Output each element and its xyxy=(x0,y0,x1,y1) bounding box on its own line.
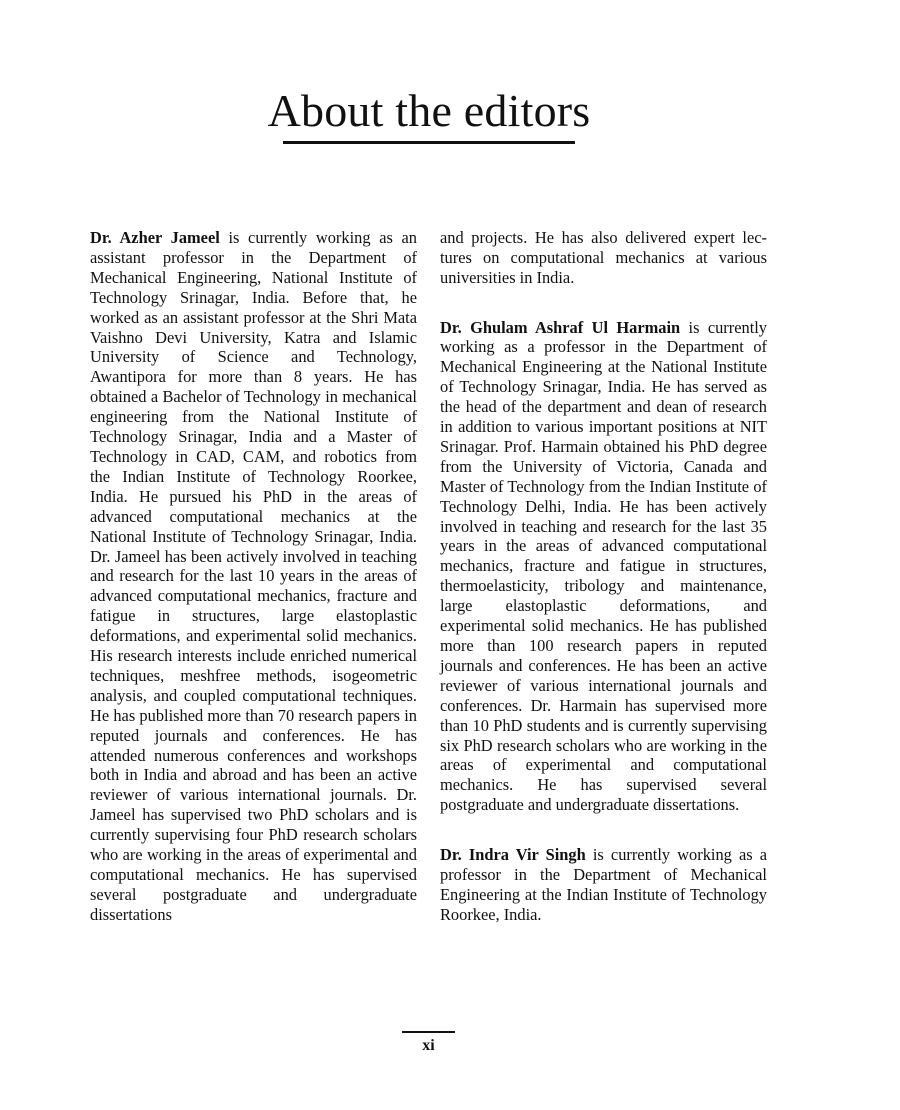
editor-bio-text: is currently working as a professor in the Department of Mechanical Engineering at the Indian Institute of Technology Roorkee, India. xyxy=(440,844,768,924)
editor-bio-harmain xyxy=(440,318,767,816)
right-column xyxy=(440,228,767,925)
editor-bio-text: is currently working as a professor in the Department of Mechanical Engineering at the National Institute of Technology Srinagar, India. He has served as the head of the department and dean of research in addition to various important positions at NIT Srinagar. Prof. Harmain obtained his PhD degree from the University of Victoria, Canada and Master of Technology from the Indian Institute of Technology Delhi, India. He has been actively involved in teaching and research for the last 35 years in the areas of advanced computational mechanics, fracture and fatigue in structures, thermoelasticity, tribology and maintenance, large elastoplastic deformations, and experimental solid mechanics. He has published more than 100 research papers in reputed journals and conferences. He has been an active reviewer of various international journals and conferences. Dr. Harmain has supervised more than 10 PhD students and is currently supervising six PhD research scholars who are working in the areas of experimental and computational mechanics. He has supervised several postgraduate and undergraduate dissertations. xyxy=(440,317,767,815)
page-number-rule xyxy=(402,1031,455,1033)
page-number: xi xyxy=(422,1037,435,1054)
left-column xyxy=(90,228,417,925)
editor-bio-jameel xyxy=(90,228,417,925)
editor-bio-jameel-continued: and projects. He has also delivered expert lectures on computational mechanics at various universities in India. xyxy=(440,228,767,287)
page-title: About the editors xyxy=(267,85,591,136)
editor-name: Dr. Azher Jameel xyxy=(90,228,220,247)
editor-name: Dr. Ghulam Ashraf Ul Harmain xyxy=(440,317,681,337)
editor-bio-text: is currently working as an assistant professor in the Department of Mechanical Engineering, National Institute of Technology Srinagar, India. Before that, he worked as an assistant professor at the Shri Mata Vaishno Devi University, Katra and Islamic University of Science and Technology, Awantipora for more than 8 years. He has obtained a Bachelor of Technology in mechanical engineering from the National Institute of Technology Srinagar, India and a Master of Technology in CAD, CAM, and robotics from the Indian Institute of Technology Roorkee, India. He pursued his PhD in the areas of advanced computational mechanics at the National Institute of Technology Srinagar, India. Dr. Jameel has been actively involved in teaching and research for the last 10 years in the areas of advanced computational mechanics, fracture and fatigue in structures, large elastoplastic deformations, and experimental solid mechanics. His research interests include enriched numerical techniques, meshfree methods, isogeometric analysis, and coupled computational techniques. He has published more than 70 research papers in reputed journals and conferences. He has attended numerous conferences and workshops both in India and abroad and has been an active reviewer of various international journals. Dr. Jameel has supervised two PhD scholars and is currently supervising four PhD research scholars who are working in the areas of experimental and computational mechanics. He has supervised several postgraduate and undergraduate dissertations xyxy=(90,228,417,924)
editor-name: Dr. Indra Vir Singh xyxy=(440,844,586,864)
editor-bio-singh xyxy=(440,845,767,925)
title-underline xyxy=(283,141,575,144)
